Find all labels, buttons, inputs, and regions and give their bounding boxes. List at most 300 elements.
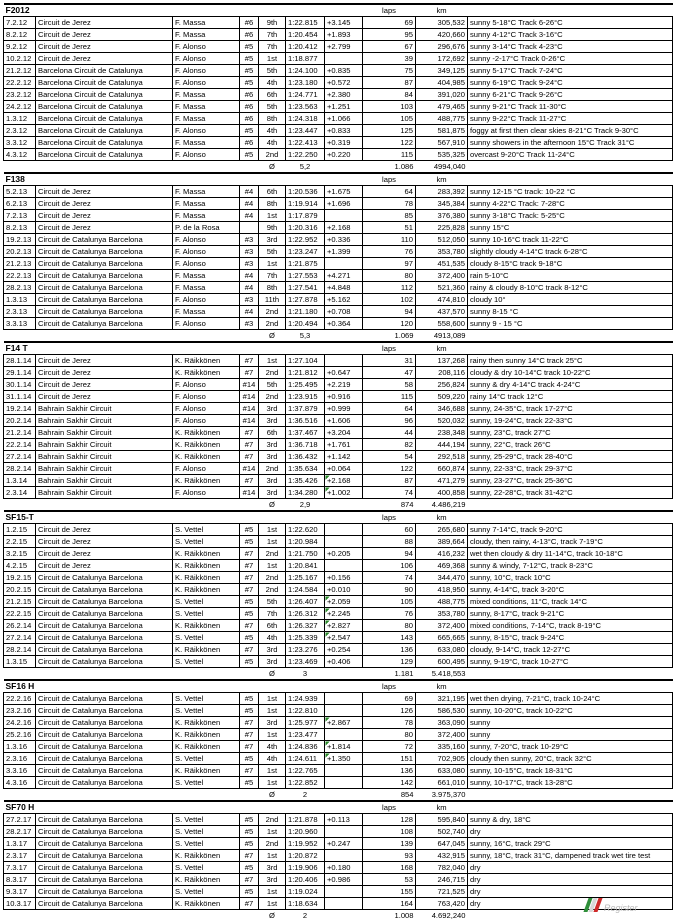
km-cell: 432,915: [416, 850, 468, 862]
table-row: [4, 379, 673, 391]
driver-cell: F. Alonso: [173, 53, 240, 65]
summary-tail: [468, 161, 673, 174]
date-cell: 2.3.17: [4, 850, 36, 862]
weather-cell: sunny 6-21°C Track 9-26°C: [468, 89, 673, 101]
circuit-cell: Barcelona Circuit de Catalunya: [36, 113, 173, 125]
table-row: [4, 874, 673, 886]
position-cell: 4th: [259, 741, 286, 753]
table-row: [4, 475, 673, 487]
section-header: [4, 342, 673, 355]
date-cell: 1.3.13: [4, 294, 36, 306]
lap-time-cell: 1:36.516: [286, 415, 325, 427]
km-cell: 521,360: [416, 282, 468, 294]
circuit-cell: Circuit de Jerez: [36, 53, 173, 65]
date-cell: 8.2.12: [4, 29, 36, 41]
circuit-cell: Circuit de Jerez: [36, 524, 173, 536]
driver-cell: F. Massa: [173, 306, 240, 318]
table-row: [4, 294, 673, 306]
laps-cell: 95: [363, 29, 416, 41]
table-row: [4, 608, 673, 620]
circuit-cell: Circuit de Catalunya Barcelona: [36, 572, 173, 584]
lap-time-cell: 1:20.872: [286, 850, 325, 862]
laps-cell: 80: [363, 729, 416, 741]
km-cell: 225,828: [416, 222, 468, 234]
laps-cell: 96: [363, 415, 416, 427]
position-cell: 3rd: [259, 874, 286, 886]
position-cell: 2nd: [259, 149, 286, 161]
results-table: [3, 3, 673, 921]
header-spacer: [468, 173, 673, 186]
table-row: [4, 838, 673, 850]
table-row: [4, 101, 673, 113]
laps-cell: 102: [363, 294, 416, 306]
table-row: [4, 41, 673, 53]
weather-cell: sunny, 10-17°C, track 13-28°C: [468, 777, 673, 789]
gap-cell: +2.059: [325, 596, 363, 608]
laps-cell: 128: [363, 814, 416, 826]
circuit-cell: Circuit de Catalunya Barcelona: [36, 777, 173, 789]
lap-time-cell: 1:36.718: [286, 439, 325, 451]
car-number-cell: #4: [240, 270, 259, 282]
date-cell: 22.2.14: [4, 439, 36, 451]
circuit-cell: Bahrain Sakhir Circuit: [36, 475, 173, 487]
total-km: 5.418,553: [416, 668, 468, 681]
table-row: [4, 198, 673, 210]
laps-cell: 64: [363, 403, 416, 415]
car-number-cell: #7: [240, 644, 259, 656]
position-cell: 4th: [259, 753, 286, 765]
km-cell: 345,384: [416, 198, 468, 210]
table-row: [4, 898, 673, 910]
km-header: km: [416, 801, 468, 814]
circuit-cell: Circuit de Jerez: [36, 41, 173, 53]
gap-cell: +1.399: [325, 246, 363, 258]
laps-cell: 31: [363, 355, 416, 367]
driver-cell: F. Massa: [173, 101, 240, 113]
circuit-cell: Circuit de Catalunya Barcelona: [36, 234, 173, 246]
laps-cell: 80: [363, 270, 416, 282]
lap-time-cell: 1:25.977: [286, 717, 325, 729]
laps-cell: 97: [363, 258, 416, 270]
date-cell: 20.2.15: [4, 584, 36, 596]
car-number-cell: #4: [240, 282, 259, 294]
driver-cell: K. Räikkönen: [173, 717, 240, 729]
circuit-cell: Circuit de Catalunya Barcelona: [36, 318, 173, 330]
laps-cell: 76: [363, 246, 416, 258]
car-number-cell: #5: [240, 753, 259, 765]
gap-cell: +0.319: [325, 137, 363, 149]
circuit-cell: Circuit de Jerez: [36, 29, 173, 41]
table-row: [4, 826, 673, 838]
weather-cell: cloudy 10°: [468, 294, 673, 306]
laps-cell: 115: [363, 391, 416, 403]
km-cell: 702,905: [416, 753, 468, 765]
team-name: F2012: [4, 4, 363, 17]
lap-time-cell: 1:21.180: [286, 306, 325, 318]
weather-cell: sunny, 22-33°C, track 29-37°C: [468, 463, 673, 475]
table-row: [4, 753, 673, 765]
driver-cell: F. Massa: [173, 198, 240, 210]
car-number-cell: #7: [240, 451, 259, 463]
driver-cell: S. Vettel: [173, 826, 240, 838]
table-row: [4, 53, 673, 65]
laps-cell: 94: [363, 548, 416, 560]
driver-cell: F. Massa: [173, 29, 240, 41]
laps-cell: 87: [363, 77, 416, 89]
table-row: [4, 415, 673, 427]
circuit-cell: Circuit de Catalunya Barcelona: [36, 862, 173, 874]
circuit-cell: Circuit de Catalunya Barcelona: [36, 270, 173, 282]
average-symbol: Ø: [259, 161, 286, 174]
gap-cell: +0.708: [325, 306, 363, 318]
position-cell: 1st: [259, 53, 286, 65]
lap-time-cell: 1:26.312: [286, 608, 325, 620]
weather-cell: sunny 4-12°C Track 3-16°C: [468, 29, 673, 41]
weather-cell: sunny showers in the afternoon 15°C Track 31°C: [468, 137, 673, 149]
table-row: [4, 463, 673, 475]
lap-time-cell: 1:35.634: [286, 463, 325, 475]
lap-time-cell: 1:25.339: [286, 632, 325, 644]
average-position: 3: [286, 668, 325, 681]
car-number-cell: #4: [240, 198, 259, 210]
lap-time-cell: 1:20.960: [286, 826, 325, 838]
km-cell: 321,195: [416, 693, 468, 705]
driver-cell: K. Räikkönen: [173, 584, 240, 596]
km-cell: 265,680: [416, 524, 468, 536]
circuit-cell: Circuit de Catalunya Barcelona: [36, 306, 173, 318]
circuit-cell: Circuit de Jerez: [36, 379, 173, 391]
car-number-cell: #7: [240, 427, 259, 439]
weather-cell: sunny 9-21°C Track 11-30°C: [468, 101, 673, 113]
gap-cell: +1.066: [325, 113, 363, 125]
lap-time-cell: 1:20.454: [286, 29, 325, 41]
table-row: [4, 596, 673, 608]
laps-cell: 129: [363, 656, 416, 668]
laps-cell: 74: [363, 572, 416, 584]
circuit-cell: Circuit de Catalunya Barcelona: [36, 850, 173, 862]
weather-cell: cloudy 8-15°C track 9-18°C: [468, 258, 673, 270]
driver-cell: K. Räikkönen: [173, 451, 240, 463]
summary-spacer: [4, 789, 259, 802]
driver-cell: S. Vettel: [173, 608, 240, 620]
circuit-cell: Circuit de Catalunya Barcelona: [36, 741, 173, 753]
driver-cell: F. Massa: [173, 89, 240, 101]
total-laps: 874: [363, 499, 416, 512]
section-header: [4, 680, 673, 693]
summary-tail: [468, 499, 673, 512]
table-row: [4, 403, 673, 415]
driver-cell: K. Räikkönen: [173, 367, 240, 379]
car-number-cell: #7: [240, 355, 259, 367]
circuit-cell: Bahrain Sakhir Circuit: [36, 415, 173, 427]
section-summary: [4, 499, 673, 512]
driver-cell: S. Vettel: [173, 536, 240, 548]
date-cell: 21.2.12: [4, 65, 36, 77]
date-cell: 2.3.14: [4, 487, 36, 499]
laps-cell: 64: [363, 186, 416, 198]
date-cell: 30.1.14: [4, 379, 36, 391]
circuit-cell: Bahrain Sakhir Circuit: [36, 403, 173, 415]
km-cell: 372,400: [416, 729, 468, 741]
car-number-cell: #14: [240, 415, 259, 427]
laps-cell: 60: [363, 524, 416, 536]
gap-cell: +0.916: [325, 391, 363, 403]
total-km: 4.486,219: [416, 499, 468, 512]
summary-spacer: [4, 910, 259, 921]
gap-cell: [325, 536, 363, 548]
summary-spacer: [4, 668, 259, 681]
car-number-cell: #4: [240, 186, 259, 198]
car-number-cell: #5: [240, 41, 259, 53]
circuit-cell: Circuit de Jerez: [36, 536, 173, 548]
section-summary: [4, 668, 673, 681]
weather-cell: mixed conditions, 11°C, track 14°C: [468, 596, 673, 608]
total-km: 4913,089: [416, 330, 468, 343]
gap-cell: +1.814: [325, 741, 363, 753]
header-spacer: [468, 4, 673, 17]
driver-cell: F. Alonso: [173, 125, 240, 137]
laps-cell: 58: [363, 379, 416, 391]
laps-cell: 93: [363, 850, 416, 862]
circuit-cell: Bahrain Sakhir Circuit: [36, 487, 173, 499]
table-row: [4, 125, 673, 137]
weather-cell: sunny & dry 4-14°C track 4-24°C: [468, 379, 673, 391]
km-cell: 238,348: [416, 427, 468, 439]
position-cell: 3rd: [259, 415, 286, 427]
driver-cell: K. Räikkönen: [173, 729, 240, 741]
circuit-cell: Circuit de Catalunya Barcelona: [36, 705, 173, 717]
date-cell: 27.2.17: [4, 814, 36, 826]
laps-cell: 112: [363, 282, 416, 294]
table-row: [4, 391, 673, 403]
km-cell: 344,470: [416, 572, 468, 584]
laps-cell: 78: [363, 198, 416, 210]
table-row: [4, 656, 673, 668]
table-row: [4, 777, 673, 789]
car-number-cell: #7: [240, 475, 259, 487]
weather-cell: sunny 9 - 15 °C: [468, 318, 673, 330]
table-row: [4, 355, 673, 367]
date-cell: 21.2.15: [4, 596, 36, 608]
gap-cell: +0.064: [325, 463, 363, 475]
km-cell: 137,268: [416, 355, 468, 367]
table-row: [4, 77, 673, 89]
km-cell: 444,194: [416, 439, 468, 451]
lap-time-cell: 1:25.495: [286, 379, 325, 391]
position-cell: 2nd: [259, 572, 286, 584]
position-cell: 7th: [259, 41, 286, 53]
lap-time-cell: 1:25.167: [286, 572, 325, 584]
gap-cell: +0.833: [325, 125, 363, 137]
driver-cell: S. Vettel: [173, 862, 240, 874]
gap-cell: +1.606: [325, 415, 363, 427]
position-cell: 3rd: [259, 487, 286, 499]
table-row: [4, 814, 673, 826]
circuit-cell: Circuit de Catalunya Barcelona: [36, 814, 173, 826]
date-cell: 8.3.17: [4, 874, 36, 886]
summary-tail: [468, 668, 673, 681]
car-number-cell: #6: [240, 101, 259, 113]
gap-cell: +2.827: [325, 620, 363, 632]
km-cell: 512,050: [416, 234, 468, 246]
position-cell: 3rd: [259, 717, 286, 729]
driver-cell: S. Vettel: [173, 838, 240, 850]
laps-cell: 115: [363, 149, 416, 161]
total-laps: 1.181: [363, 668, 416, 681]
circuit-cell: Circuit de Catalunya Barcelona: [36, 294, 173, 306]
car-number-cell: #5: [240, 814, 259, 826]
km-cell: 665,665: [416, 632, 468, 644]
table-row: [4, 862, 673, 874]
gap-cell: +0.247: [325, 838, 363, 850]
date-cell: 1.3.17: [4, 838, 36, 850]
circuit-cell: Circuit de Catalunya Barcelona: [36, 258, 173, 270]
gap-cell: [325, 210, 363, 222]
lap-time-cell: 1:27.878: [286, 294, 325, 306]
table-row: [4, 765, 673, 777]
weather-cell: sunny 4-22°C Track: 7-28°C: [468, 198, 673, 210]
position-cell: 8th: [259, 198, 286, 210]
car-number-cell: #7: [240, 439, 259, 451]
km-cell: 488,775: [416, 113, 468, 125]
circuit-cell: Bahrain Sakhir Circuit: [36, 451, 173, 463]
laps-cell: 125: [363, 125, 416, 137]
driver-cell: K. Räikkönen: [173, 427, 240, 439]
date-cell: 6.2.13: [4, 198, 36, 210]
weather-cell: sunny 7-14°C, track 9-20°C: [468, 524, 673, 536]
date-cell: 5.2.13: [4, 186, 36, 198]
lap-time-cell: 1:24.100: [286, 65, 325, 77]
weather-cell: sunny, 10-20°C, track 10-22°C: [468, 705, 673, 717]
position-cell: 3rd: [259, 656, 286, 668]
date-cell: 19.2.15: [4, 572, 36, 584]
circuit-cell: Circuit de Jerez: [36, 367, 173, 379]
position-cell: 1st: [259, 210, 286, 222]
team-name: F138: [4, 173, 363, 186]
driver-cell: F. Alonso: [173, 487, 240, 499]
lap-time-cell: 1:37.467: [286, 427, 325, 439]
lap-time-cell: 1:23.247: [286, 246, 325, 258]
driver-cell: F. Alonso: [173, 234, 240, 246]
km-cell: 246,715: [416, 874, 468, 886]
position-cell: 4th: [259, 125, 286, 137]
laps-cell: 80: [363, 620, 416, 632]
car-number-cell: #7: [240, 874, 259, 886]
date-cell: 27.2.14: [4, 632, 36, 644]
position-cell: 9th: [259, 17, 286, 29]
circuit-cell: Circuit de Jerez: [36, 560, 173, 572]
summary-spacer: [4, 161, 259, 174]
table-row: [4, 282, 673, 294]
car-number-cell: #7: [240, 560, 259, 572]
car-number-cell: #5: [240, 149, 259, 161]
km-cell: 509,220: [416, 391, 468, 403]
total-laps: 1.086: [363, 161, 416, 174]
car-number-cell: #6: [240, 17, 259, 29]
laps-cell: 47: [363, 367, 416, 379]
date-cell: 1.2.15: [4, 524, 36, 536]
laps-cell: 78: [363, 717, 416, 729]
km-cell: 376,380: [416, 210, 468, 222]
car-number-cell: #7: [240, 584, 259, 596]
gap-cell: [325, 826, 363, 838]
car-number-cell: #6: [240, 113, 259, 125]
km-cell: 586,530: [416, 705, 468, 717]
driver-cell: F. Alonso: [173, 41, 240, 53]
date-cell: 9.2.12: [4, 41, 36, 53]
driver-cell: S. Vettel: [173, 753, 240, 765]
weather-cell: wet then drying, 7-21°C, track 10-24°C: [468, 693, 673, 705]
gap-cell: +2.245: [325, 608, 363, 620]
laps-header: laps: [363, 173, 416, 186]
date-cell: 2.3.12: [4, 125, 36, 137]
lap-time-cell: 1:24.836: [286, 741, 325, 753]
lap-time-cell: 1:22.852: [286, 777, 325, 789]
lap-time-cell: 1:19.024: [286, 886, 325, 898]
km-cell: 346,688: [416, 403, 468, 415]
driver-cell: F. Massa: [173, 282, 240, 294]
lap-time-cell: 1:21.812: [286, 367, 325, 379]
lap-time-cell: 1:27.104: [286, 355, 325, 367]
gap-cell: [325, 355, 363, 367]
weather-cell: sunny & dry, 18°C: [468, 814, 673, 826]
table-row: [4, 186, 673, 198]
car-number-cell: #4: [240, 306, 259, 318]
km-cell: 488,775: [416, 596, 468, 608]
driver-cell: S. Vettel: [173, 524, 240, 536]
laps-cell: 126: [363, 705, 416, 717]
km-cell: 595,840: [416, 814, 468, 826]
driver-cell: F. Alonso: [173, 246, 240, 258]
gap-cell: [325, 765, 363, 777]
gap-cell: +1.251: [325, 101, 363, 113]
weather-cell: sunny, 8-17°C, track 9-21°C: [468, 608, 673, 620]
km-cell: 420,660: [416, 29, 468, 41]
driver-cell: F. Alonso: [173, 415, 240, 427]
km-cell: 335,160: [416, 741, 468, 753]
weather-cell: sunny 12-15 °C track: 10-22 °C: [468, 186, 673, 198]
car-number-cell: #5: [240, 65, 259, 77]
position-cell: 4th: [259, 632, 286, 644]
km-cell: 721,525: [416, 886, 468, 898]
date-cell: 22.2.12: [4, 77, 36, 89]
car-number-cell: #3: [240, 318, 259, 330]
km-cell: 471,279: [416, 475, 468, 487]
circuit-cell: Circuit de Jerez: [36, 355, 173, 367]
circuit-cell: Circuit de Catalunya Barcelona: [36, 608, 173, 620]
km-cell: 581,875: [416, 125, 468, 137]
position-cell: 8th: [259, 282, 286, 294]
weather-cell: wet then cloudy & dry 11-14°C, track 10-18°C: [468, 548, 673, 560]
weather-cell: sunny, 24-35°C, track 17-27°C: [468, 403, 673, 415]
summary-gap: [325, 668, 363, 681]
team-name: F14 T: [4, 342, 363, 355]
weather-cell: foggy at first then clear skies 8-21°C Track 9-30°C: [468, 125, 673, 137]
gap-cell: +0.113: [325, 814, 363, 826]
laps-cell: 53: [363, 874, 416, 886]
table-row: [4, 65, 673, 77]
table-row: [4, 705, 673, 717]
driver-cell: F. Alonso: [173, 318, 240, 330]
weather-cell: cloudy, 9-14°C, track 12-27°C: [468, 644, 673, 656]
summary-gap: [325, 161, 363, 174]
gap-cell: +0.205: [325, 548, 363, 560]
car-number-cell: #5: [240, 77, 259, 89]
date-cell: 2.3.13: [4, 306, 36, 318]
car-number-cell: #14: [240, 391, 259, 403]
date-cell: 8.2.13: [4, 222, 36, 234]
table-row: [4, 318, 673, 330]
